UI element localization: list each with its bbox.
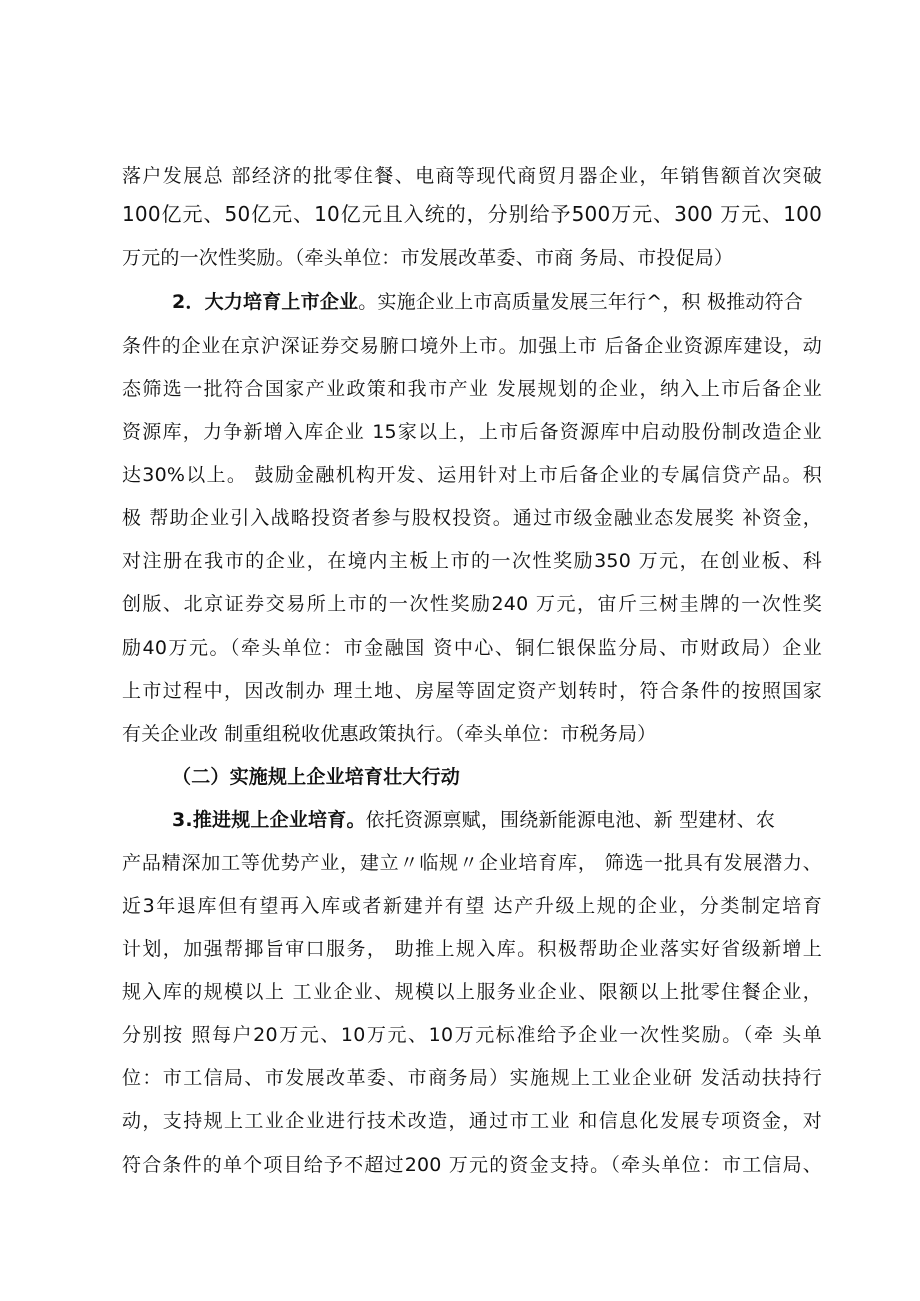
text-line: 万元的一次性奖励。（牵头单位：市发展改革委、市商 务局、市投促局） bbox=[122, 247, 734, 269]
text-line: 极 帮助企业引入战略投资者参与股权投资。通过市级金融业态发展奖 补资金， bbox=[122, 507, 822, 529]
text-line: 计划，加强帮揶旨审口服务， 助推上规入库。积极帮助企业落实好省级新增上 bbox=[122, 938, 822, 960]
item-2-title: 2．大力培育上市企业 bbox=[172, 291, 359, 313]
text-line: 动，支持规上工业企业进行技术改造，通过市工业 和信息化发展专项资金，对 bbox=[122, 1110, 822, 1132]
text-line: 分别按 照每户20万元、10万元、10万元标准给予企业一次性奖励。（牵 头单 bbox=[122, 1024, 822, 1046]
text-line: 有关企业改 制重组税收优惠政策执行。（牵头单位：市税务局） bbox=[122, 723, 657, 745]
text-line: 上市过程中，因改制办 理土地、房屋等固定资产划转时，符合条件的按照国家 bbox=[122, 680, 822, 702]
text-line: 符合条件的单个项目给予不超过200 万元的资金支持。（牵头单位：市工信局、 bbox=[122, 1154, 822, 1176]
text-line: 100亿元、50亿元、10亿元且入统的，分别给予500万元、300 万元、100 bbox=[122, 202, 822, 226]
text-line: 创版、北京证券交易所上市的一次性奖励240 万元，宙斤三树圭牌的一次性奖 bbox=[122, 593, 822, 615]
item-2-first-line-rest: 。实施企业上市高质量发展三年行^，积 极推动符合 bbox=[358, 291, 803, 313]
text-line: 近3年退库但有望再入库或者新建并有望 达产升级上规的企业，分类制定培育 bbox=[122, 895, 822, 917]
item-3-title: 3.推进规上企业培育。 bbox=[172, 809, 366, 831]
text-line: 产品精深加工等优势产业，建立〃临规〃企业培育库， 筛选一批具有发展潜力、 bbox=[122, 852, 822, 874]
item-2-first-line bbox=[122, 288, 822, 316]
text-line: 对注册在我市的企业，在境内主板上市的一次性奖励350 万元，在创业板、科 bbox=[122, 550, 822, 572]
item-3-first-line bbox=[122, 806, 822, 834]
text-line: 励40万元。（牵头单位：市金融国 资中心、铜仁银保监分局、市财政局）企业 bbox=[122, 637, 822, 659]
text-line: 落户发展总 部经济的批零住餐、电商等现代商贸月器企业，年销售额首次突破 bbox=[122, 165, 822, 187]
text-line: 态筛选一批符合国家产业政策和我市产业 发展规划的企业，纳入上市后备企业 bbox=[122, 378, 822, 400]
text-line: 条件的企业在京沪深证券交易腑口境外上市。加强上市 后备企业资源库建设，动 bbox=[122, 335, 822, 357]
item-3-first-line-rest: 依托资源禀赋，围绕新能源电池、新 型建材、农 bbox=[365, 809, 776, 831]
text-line: 位：市工信局、市发展改革委、市商务局）实施规上工业企业研 发活动扶持行 bbox=[122, 1067, 822, 1089]
text-line: 资源库，力争新增入库企业 15家以上，上市后备资源库中启动股份制改造企业 bbox=[122, 421, 822, 443]
text-line: 达30%以上。 鼓励金融机构开发、运用针对上市后备企业的专属信贷产品。积 bbox=[122, 464, 822, 486]
section-heading: （二）实施规上企业培育壮大行动 bbox=[172, 766, 461, 788]
text-line: 规入库的规模以上 工业企业、规模以上服务业企业、限额以上批零住餐企业， bbox=[122, 981, 822, 1003]
